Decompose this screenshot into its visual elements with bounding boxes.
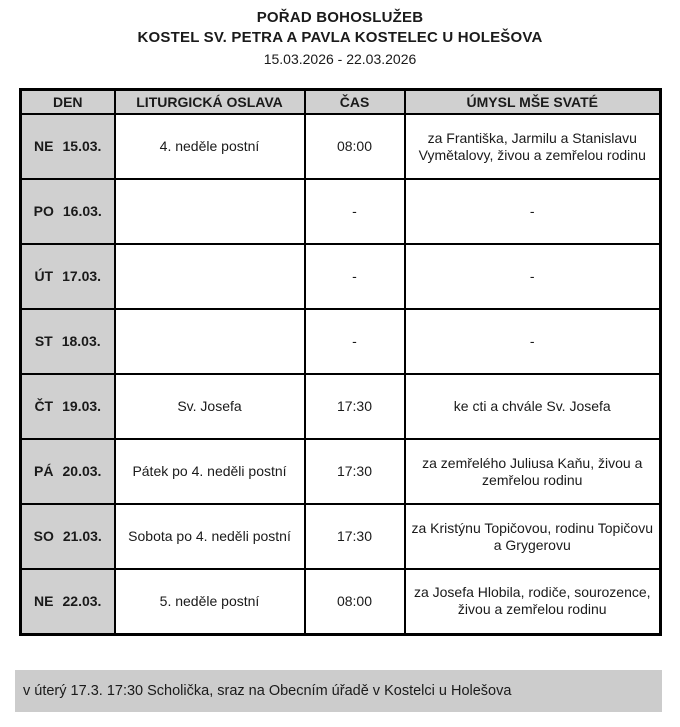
table-row <box>21 504 661 569</box>
day-date: 17.03. <box>62 268 102 284</box>
intention-cell: - <box>405 309 661 374</box>
celebration-cell: Sobota po 4. neděli postní <box>115 504 305 569</box>
footer-note <box>15 670 662 712</box>
celebration-cell: Sv. Josefa <box>115 374 305 439</box>
column-header-liturgicka-oslava: LITURGICKÁ OSLAVA <box>115 90 305 115</box>
day-cell <box>21 244 115 309</box>
column-header-cas: ČAS <box>305 90 405 115</box>
time-cell: 17:30 <box>305 439 405 504</box>
celebration-cell <box>115 179 305 244</box>
celebration-cell: 4. neděle postní <box>115 114 305 179</box>
time-cell: - <box>305 309 405 374</box>
table-row <box>21 374 661 439</box>
day-abbr: ST <box>34 333 53 349</box>
time-cell: - <box>305 244 405 309</box>
day-date: 20.03. <box>62 463 102 479</box>
day-cell <box>21 504 115 569</box>
time-cell: 08:00 <box>305 114 405 179</box>
day-abbr: SO <box>33 528 54 544</box>
day-abbr: PO <box>33 203 54 219</box>
time-cell: 17:30 <box>305 504 405 569</box>
table-row <box>21 244 661 309</box>
table-row <box>21 439 661 504</box>
footer-note-text: v úterý 17.3. 17:30 Scholička, sraz na Obecním úřadě v Kostelci u Holešova <box>23 683 512 699</box>
day-abbr: NE <box>34 592 54 609</box>
celebration-cell: 5. neděle postní <box>115 569 305 634</box>
title-block <box>0 0 680 69</box>
schedule-table-body <box>21 114 661 634</box>
schedule-table <box>19 88 662 636</box>
day-date: 15.03. <box>62 138 102 154</box>
day-abbr: PÁ <box>34 463 54 479</box>
celebration-cell: Pátek po 4. neděli postní <box>115 439 305 504</box>
day-abbr: ÚT <box>34 268 54 284</box>
celebration-cell <box>115 309 305 374</box>
day-date: 18.03. <box>61 333 101 349</box>
table-row <box>21 309 661 374</box>
day-date: 19.03. <box>62 398 102 414</box>
day-cell <box>21 179 115 244</box>
intention-cell: za zemřelého Juliusa Kaňu, živou a zemřelou rodinu <box>405 439 661 504</box>
intention-cell: za Františka, Jarmilu a Stanislavu Vymětalovy, živou a zemřelou rodinu <box>405 114 661 179</box>
intention-cell: - <box>405 244 661 309</box>
table-row <box>21 114 661 179</box>
day-date: 16.03. <box>62 203 102 219</box>
day-date: 22.03. <box>62 592 102 609</box>
celebration-cell <box>115 244 305 309</box>
column-header-umysl-mse-svate: ÚMYSL MŠE SVATÉ <box>405 90 661 115</box>
day-cell <box>21 309 115 374</box>
day-cell <box>21 569 115 634</box>
page-title: POŘAD BOHOSLUŽEB <box>256 9 424 26</box>
day-cell <box>21 439 115 504</box>
day-abbr: ČT <box>34 398 54 414</box>
time-cell: - <box>305 179 405 244</box>
day-cell <box>21 114 115 179</box>
header-row <box>21 90 661 115</box>
column-header-den: DEN <box>21 90 115 115</box>
day-abbr: NE <box>34 138 54 154</box>
intention-cell: za Kristýnu Topičovou, rodinu Topičovu a Grygerovu <box>405 504 661 569</box>
intention-cell: ke cti a chvále Sv. Josefa <box>405 374 661 439</box>
day-date: 21.03. <box>62 528 102 544</box>
table-row <box>21 569 661 634</box>
schedule-table-header <box>21 90 661 115</box>
time-cell: 08:00 <box>305 569 405 634</box>
church-name: KOSTEL SV. PETRA A PAVLA KOSTELEC U HOLEŠOVA <box>137 29 543 46</box>
day-cell <box>21 374 115 439</box>
date-range: 15.03.2026 - 22.03.2026 <box>263 51 417 67</box>
intention-cell: - <box>405 179 661 244</box>
table-row <box>21 179 661 244</box>
intention-cell: za Josefa Hlobila, rodiče, sourozence, živou a zemřelou rodinu <box>405 569 661 634</box>
time-cell: 17:30 <box>305 374 405 439</box>
